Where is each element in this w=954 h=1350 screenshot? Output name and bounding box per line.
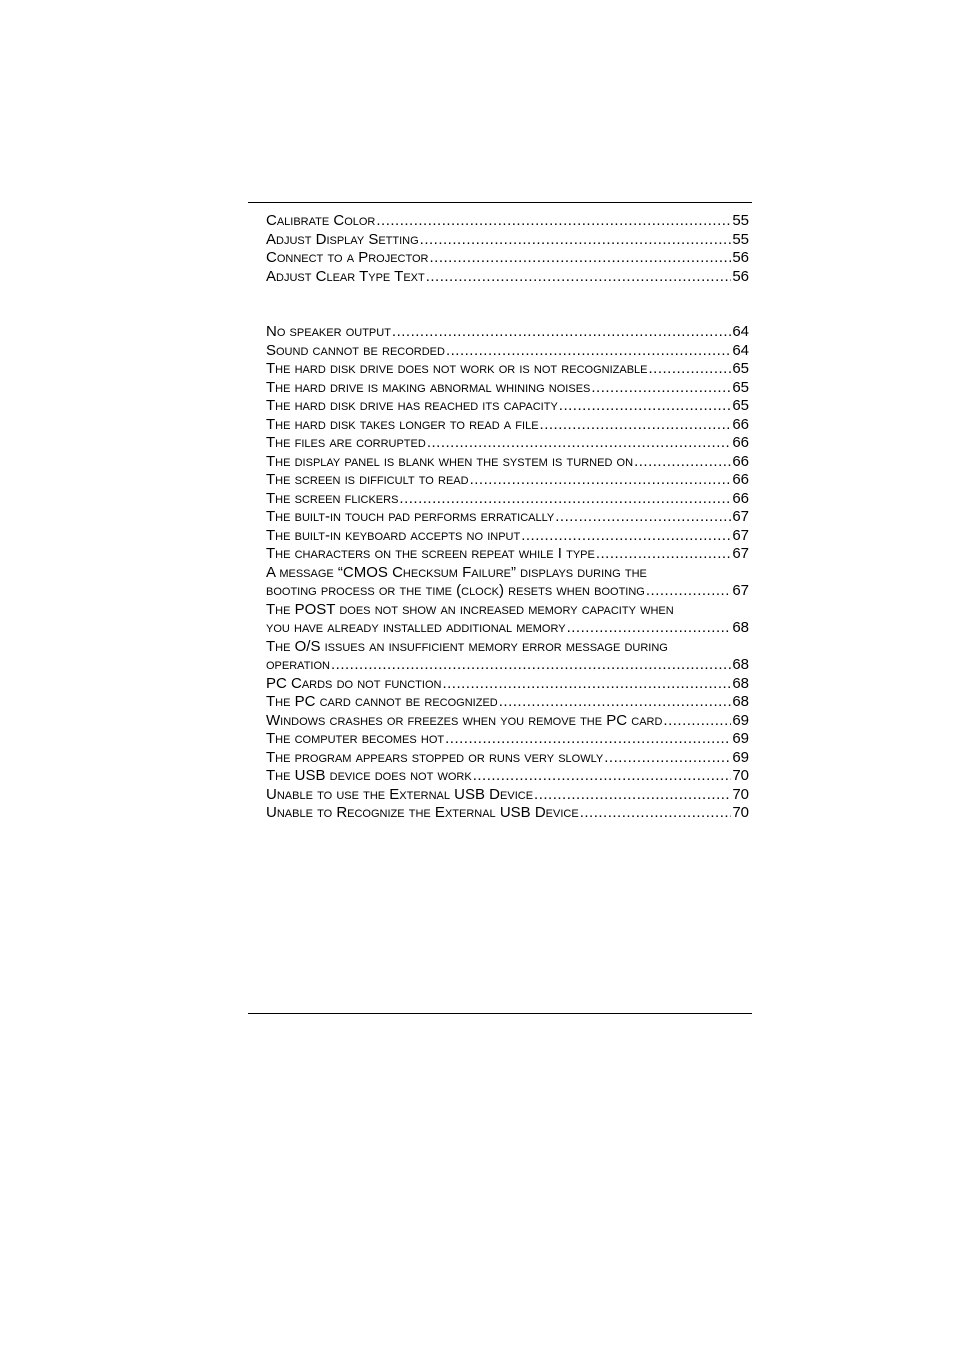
toc-entry[interactable] [266,767,749,786]
dot-leader [559,397,732,416]
toc-entry-title: The built-in keyboard accepts no input [266,526,521,544]
toc-entry-page: 66 [732,471,749,488]
toc-entry-page: 65 [732,397,749,414]
toc-entry[interactable] [266,675,749,694]
toc-entry-title: Windows crashes or freezes when you remove the PC card [266,711,663,729]
toc-entry[interactable] [266,416,749,435]
dot-leader [567,619,732,638]
toc-entry-title-line: The POST does not show an increased memory capacity when [266,600,674,618]
toc-entry[interactable] [266,397,749,416]
toc-entry-title: The PC card cannot be recognized [266,693,498,710]
toc-entry-title: The files are corrupted [266,434,426,451]
toc-entry[interactable] [266,527,749,546]
table-of-contents [266,212,749,823]
toc-entry-page: 56 [732,249,749,266]
toc-entry-page: 67 [732,545,749,562]
toc-entry-title: Unable to Recognize the External USB Device [266,804,579,821]
toc-entry[interactable] [266,545,749,564]
toc-group-display [266,212,749,286]
toc-entry[interactable] [266,360,749,379]
dot-leader [427,434,732,453]
toc-entry[interactable] [266,564,749,601]
dot-leader [442,675,731,694]
toc-entry[interactable] [266,804,749,823]
dot-leader [430,249,732,268]
toc-entry-page: 67 [732,526,749,544]
toc-entry-title: booting process or the time (clock) resets when booting [266,582,645,599]
dot-leader [534,786,731,805]
dot-leader [646,582,731,601]
toc-entry-title: Adjust Clear Type Text [266,267,425,285]
toc-entry-title: Adjust Display Setting [266,230,419,248]
toc-entry-title-line: The O/S issues an insufficient memory error message during [266,637,668,655]
dot-leader [470,471,732,490]
dot-leader [445,730,731,749]
toc-entry-title: The USB device does not work [266,767,472,784]
toc-entry-title: Calibrate Color [266,212,376,229]
toc-entry[interactable] [266,212,749,231]
dot-leader [604,749,731,768]
toc-entry[interactable] [266,749,749,768]
toc-entry-page: 68 [732,619,749,636]
toc-entry-page: 69 [732,730,749,747]
toc-entry-page: 68 [732,693,749,710]
toc-entry-page: 70 [732,785,749,803]
toc-entry-title-line: A message “CMOS Checksum Failure” displays during the [266,563,647,581]
toc-entry[interactable] [266,323,749,342]
toc-entry[interactable] [266,379,749,398]
toc-entry-title: The computer becomes hot [266,730,445,747]
toc-entry-title: The screen is difficult to read [266,471,469,488]
toc-entry[interactable] [266,730,749,749]
toc-entry-page: 66 [732,452,749,470]
toc-entry-title: The hard disk drive has reached its capacity [266,397,558,414]
toc-entry[interactable] [266,471,749,490]
toc-entry-page: 69 [732,711,749,729]
dot-leader [555,508,731,527]
toc-entry-page: 64 [732,341,749,359]
toc-entry-title: PC Cards do not function [266,674,442,692]
toc-entry[interactable] [266,693,749,712]
toc-entry-title: The hard disk drive does not work or is not recognizable [266,360,648,377]
toc-entry[interactable] [266,508,749,527]
dot-leader [399,490,731,509]
toc-entry-page: 64 [732,323,749,340]
toc-entry[interactable] [266,434,749,453]
toc-entry-page: 67 [732,508,749,525]
toc-entry[interactable] [266,453,749,472]
dot-leader [499,693,732,712]
toc-entry-title: operation [266,656,330,673]
toc-entry[interactable] [266,231,749,250]
dot-leader [540,416,732,435]
toc-entry-page: 70 [732,804,749,821]
dot-leader [392,323,731,342]
toc-entry-title: The hard disk takes longer to read a file [266,415,539,433]
toc-entry-title: The hard drive is making abnormal whining noises [266,378,591,396]
dot-leader [649,360,732,379]
toc-entry[interactable] [266,342,749,361]
toc-entry[interactable] [266,786,749,805]
dot-leader [473,767,732,786]
toc-entry-title: The screen flickers [266,489,399,507]
toc-entry-page: 69 [732,748,749,766]
dot-leader [663,712,731,731]
toc-entry-page: 66 [732,489,749,507]
toc-entry[interactable] [266,249,749,268]
toc-entry-page: 66 [732,415,749,433]
toc-entry-page: 70 [732,767,749,784]
toc-group-troubleshooting [266,323,749,823]
toc-entry-title: Connect to a Projector [266,249,429,266]
toc-entry[interactable] [266,601,749,638]
top-rule [248,202,752,203]
dot-leader [331,656,731,675]
toc-entry-page: 67 [732,582,749,599]
toc-entry-title: Unable to use the External USB Device [266,785,534,803]
toc-entry-page: 66 [732,434,749,451]
toc-entry[interactable] [266,712,749,731]
toc-entry[interactable] [266,638,749,675]
dot-leader [521,527,731,546]
toc-entry-page: 68 [732,656,749,673]
dot-leader [376,212,731,231]
dot-leader [634,453,731,472]
dot-leader [426,268,732,287]
toc-entry-page: 56 [732,267,749,285]
dot-leader [420,231,732,250]
toc-entry-title: you have already installed additional memory [266,619,566,636]
toc-entry[interactable] [266,268,749,287]
toc-entry-page: 55 [732,212,749,229]
toc-entry-page: 65 [732,378,749,396]
dot-leader [580,804,732,823]
dot-leader [596,545,731,564]
toc-entry-title: No speaker output [266,323,391,340]
toc-entry-title: The characters on the screen repeat while I type [266,545,595,562]
toc-entry-title: The program appears stopped or runs very slowly [266,748,604,766]
dot-leader [591,379,731,398]
toc-entry-title: Sound cannot be recorded [266,341,445,359]
toc-entry-title: The built-in touch pad performs erratically [266,508,555,525]
bottom-rule [248,1013,752,1014]
toc-entry-title: The display panel is blank when the system is turned on [266,452,634,470]
toc-entry[interactable] [266,490,749,509]
toc-entry-page: 65 [732,360,749,377]
dot-leader [446,342,731,361]
toc-entry-page: 68 [732,674,749,692]
toc-entry-page: 55 [732,230,749,248]
